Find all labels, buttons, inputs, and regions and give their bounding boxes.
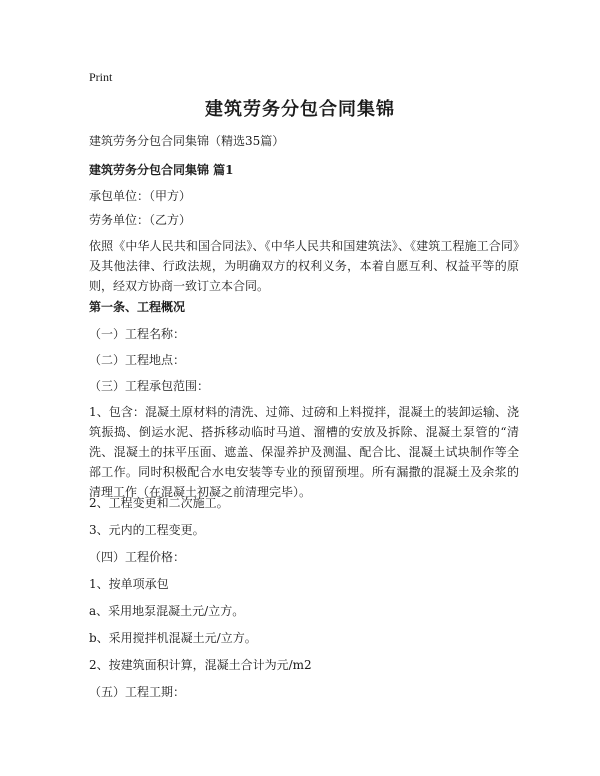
document-title: 建筑劳务分包合同集锦 — [205, 99, 395, 120]
scope-paragraph-2: 2、工程变更和二次施工。 — [89, 496, 229, 510]
price-paragraph-1: 1、按单项承包 — [89, 577, 169, 591]
price-paragraph-2: 2、按建筑面积计算，混凝土合计为元/m2 — [89, 658, 312, 672]
project-price-item: （四）工程价格： — [89, 550, 186, 564]
print-link[interactable]: Print — [89, 70, 113, 84]
party-a-line: 承包单位：（甲方） — [89, 189, 192, 203]
document-subtitle: 建筑劳务分包合同集锦（精选35篇） — [89, 134, 285, 148]
scope-paragraph-1: 1、包含：混凝土原材料的清洗、过筛、过磅和上料搅拌，混凝土的装卸运输、浇筑振捣、倒运水泥、搭拆移动临时马道、溜槽的安放及拆除、混凝土泵管的“清洗、混凝土的抹平压面、遮盖、保湿养护及测温、配合比、混凝土试块制作等全部工作。同时积极配合水电安装等专业的预留预埋。所有漏撒的混凝土及余浆的清理工作（在混凝土初凝之前清理完毕）。 — [89, 405, 519, 499]
price-paragraph-1a: a、采用地泵混凝土元/立方。 — [89, 604, 245, 618]
section-title: 建筑劳务分包合同集锦 篇1 — [89, 163, 234, 177]
project-name-item: （一）工程名称： — [89, 327, 186, 341]
party-b-line: 劳务单位：（乙方） — [89, 213, 192, 227]
scope-paragraph-3: 3、元内的工程变更。 — [89, 523, 205, 537]
project-scope-item: （三）工程承包范围： — [89, 379, 210, 393]
price-paragraph-1b: b、采用搅拌机混凝土元/立方。 — [89, 631, 257, 645]
project-location-item: （二）工程地点： — [89, 353, 186, 367]
project-duration-item: （五）工程工期： — [89, 685, 186, 699]
article-heading: 第一条、工程概况 — [89, 300, 186, 314]
intro-paragraph: 依照《中华人民共和国合同法》、《中华人民共和国建筑法》、《建筑工程施工合同》及其他法律、行政法规，为明确双方的权利义务，本着自愿互利、权益平等的原则，经双方协商一致订立本合同。 — [89, 239, 519, 293]
